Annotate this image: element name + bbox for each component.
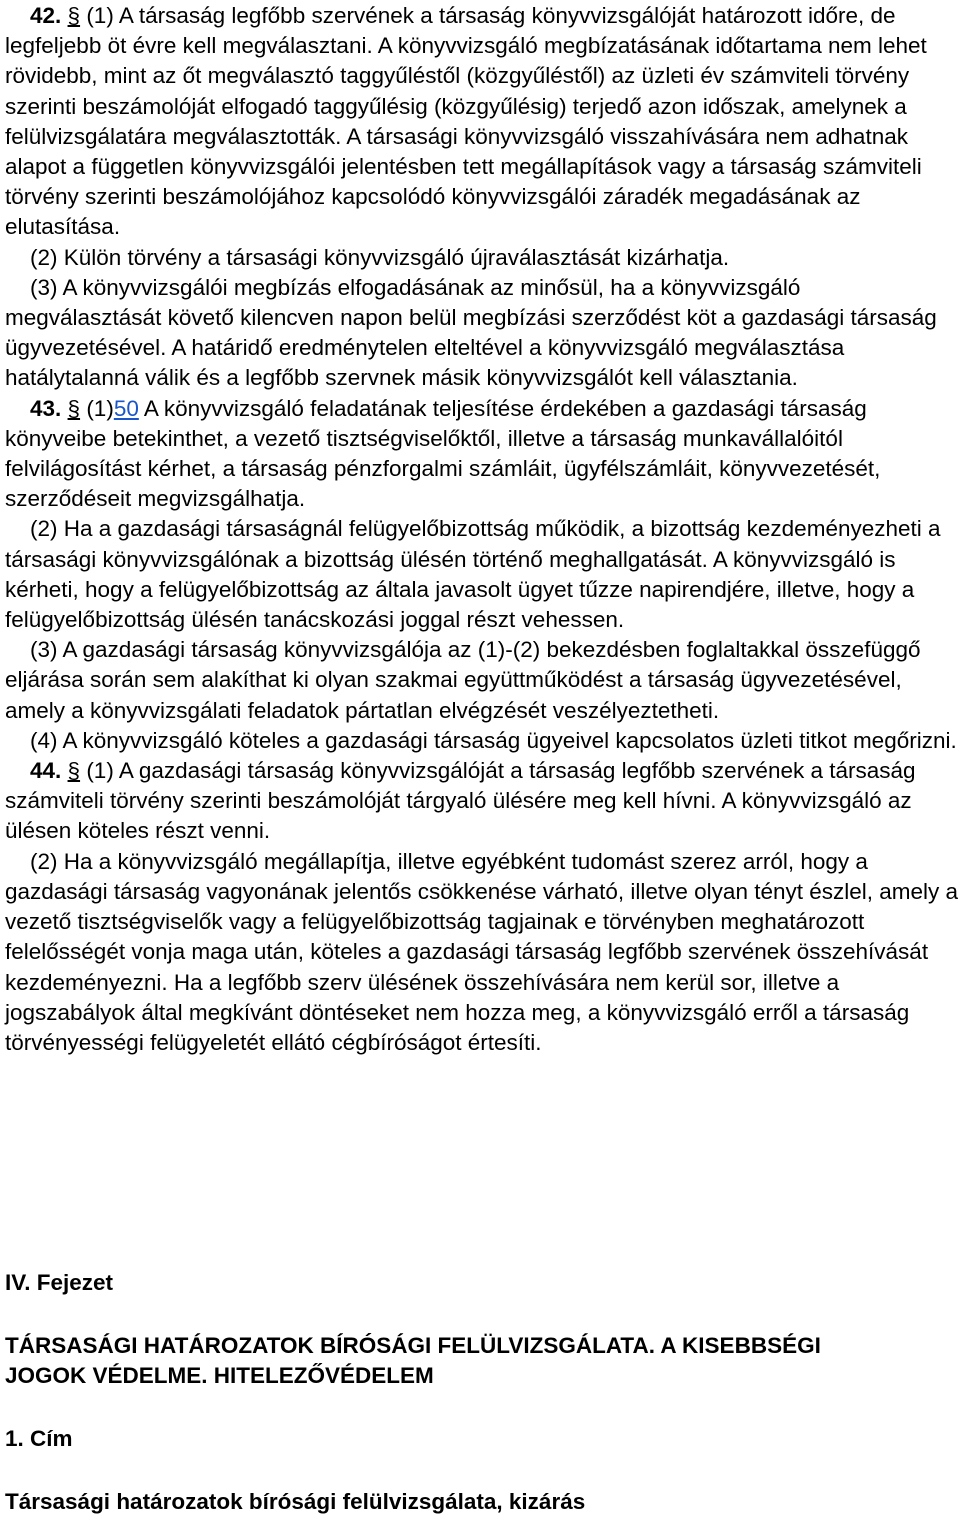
document-body [5, 1, 960, 1058]
paragraph-43-2: (2) Ha a gazdasági társaságnál felügyelőbizottság működik, a bizottság kezdeményezheti a társasági könyvvizsgálónak a bizottság ülésén történő meghallgatását. A könyvvizsgáló is kérheti, hogy a felügyelőbizottság az általa javasolt ügyet tűzze napirendjére, illetve, hogy a felügyelőbizottság ülésén tanácskozási joggal részt vehessen. [5, 516, 941, 633]
paragraph-44-2: (2) Ha a könyvvizsgáló megállapítja, illetve egyébként tudomást szerez arról, hogy a gazdasági társaság vagyonának jelentős csökkenése várható, illetve olyan tényt észlel, amely a vezető tisztségviselők vagy a felügyelőbizottság tagjainak e törvényben meghatározott felelősségét vonja maga után, köteles a gazdasági társaság legfőbb szervének összehívását kezdeményezni. Ha a legfőbb szerv ülésének összehívására nem kerül sor, illetve a jogszabályok által megkívánt döntéseket nem hozza meg, a könyvvizsgáló erről a társaság törvényességi felügyeletét ellátó cégbíróságot értesíti. [5, 848, 959, 1055]
section-number: 44. [30, 758, 62, 784]
chapter-title: TÁRSASÁGI HATÁROZATOK BÍRÓSÁGI FELÜLVIZSGÁLATA. A KISEBBSÉGI JOGOK VÉDELME. HITELEZŐVÉDELEM [5, 1333, 821, 1388]
paragraph-43-3: (3) A gazdasági társaság könyvvizsgálója az (1)-(2) bekezdésben foglaltakkal összefüggő eljárása során sem alakíthat ki olyan szakmai együttműködést a társaság ügyvezetésével, amely a könyvvizsgálati feladatok pártatlan elvégzését veszélyeztetheti. [5, 637, 921, 723]
paragraph-44-1 [5, 756, 960, 847]
paragraph-43-1 [5, 394, 960, 515]
section-number: 43. [30, 395, 62, 421]
paragraph-43-4: (4) A könyvvizsgáló köteles a gazdasági társaság ügyeivel kapcsolatos üzleti titkot megőrizni. [30, 727, 957, 753]
section-symbol-link[interactable]: § [67, 758, 81, 784]
paragraph-text: (1) A gazdasági társaság könyvvizsgálóját a társaság legfőbb szervének a társaság számviteli törvény szerinti beszámolóját tárgyaló ülésére meg kell hívni. A könyvvizsgáló az ülésen köteles részt venni. [5, 758, 916, 844]
paragraph-42-2: (2) Külön törvény a társasági könyvvizsgáló újraválasztását kizárhatja. [30, 244, 730, 270]
footnote-link[interactable]: 50 [113, 395, 139, 421]
title-number-heading: 1. Cím [5, 1426, 73, 1451]
paragraph-text: A könyvvizsgáló feladatának teljesítése érdekében a gazdasági társaság könyveibe betekinthet, a vezető tisztségviselőktől, illetve a társaság munkavállalóitól felvilágosítást kérhet, a társaság pénzforgalmi számláit, ügyfélszámláit, könyvvezetését, szerződéseit megvizsgálhatja. [5, 395, 881, 512]
paragraph-text: (1) A társaság legfőbb szervének a társaság könyvvizsgálóját határozott időre, de legfeljebb öt évre kell megválasztani. A könyvvizsgáló megbízatásának időtartama nem lehet rövidebb, mint az őt megválasztó taggyűléstől (közgyűléstől) az üzleti év számviteli törvény szerinti beszámolóját elfogadó taggyűlésig (közgyűlésig) terjedő azon időszak, amelynek a felülvizsgálatára megválasztották. A társasági könyvvizsgáló visszahívására nem adhatnak alapot a független könyvvizsgálói jelentésben tett megállapítások vagy a társaság számviteli törvény szerinti beszámolójához kapcsolódó könyvvizsgálói záradék megadásának az elutasítása. [5, 3, 927, 240]
subtitle-heading: Társasági határozatok bírósági felülvizsgálata, kizárás [5, 1489, 586, 1514]
paragraph-42-3: (3) A könyvvizsgálói megbízás elfogadásának az minősül, ha a könyvvizsgáló megválasztását követő kilencven napon belül megbízási szerződést köt a gazdasági társaság ügyvezetésével. A határidő eredménytelen elteltével a könyvvizsgáló megválasztása hatálytalanná válik és a legfőbb szervnek másik könyvvizsgálót kell választania. [5, 274, 937, 391]
section-number: 42. [30, 3, 62, 28]
section-symbol-link[interactable]: § [67, 3, 81, 28]
paragraph-42-1 [5, 1, 960, 243]
section-symbol-link[interactable]: § [67, 395, 81, 421]
chapter-heading: IV. Fejezet [5, 1270, 113, 1295]
paragraph-prefix: (1) [80, 395, 114, 421]
